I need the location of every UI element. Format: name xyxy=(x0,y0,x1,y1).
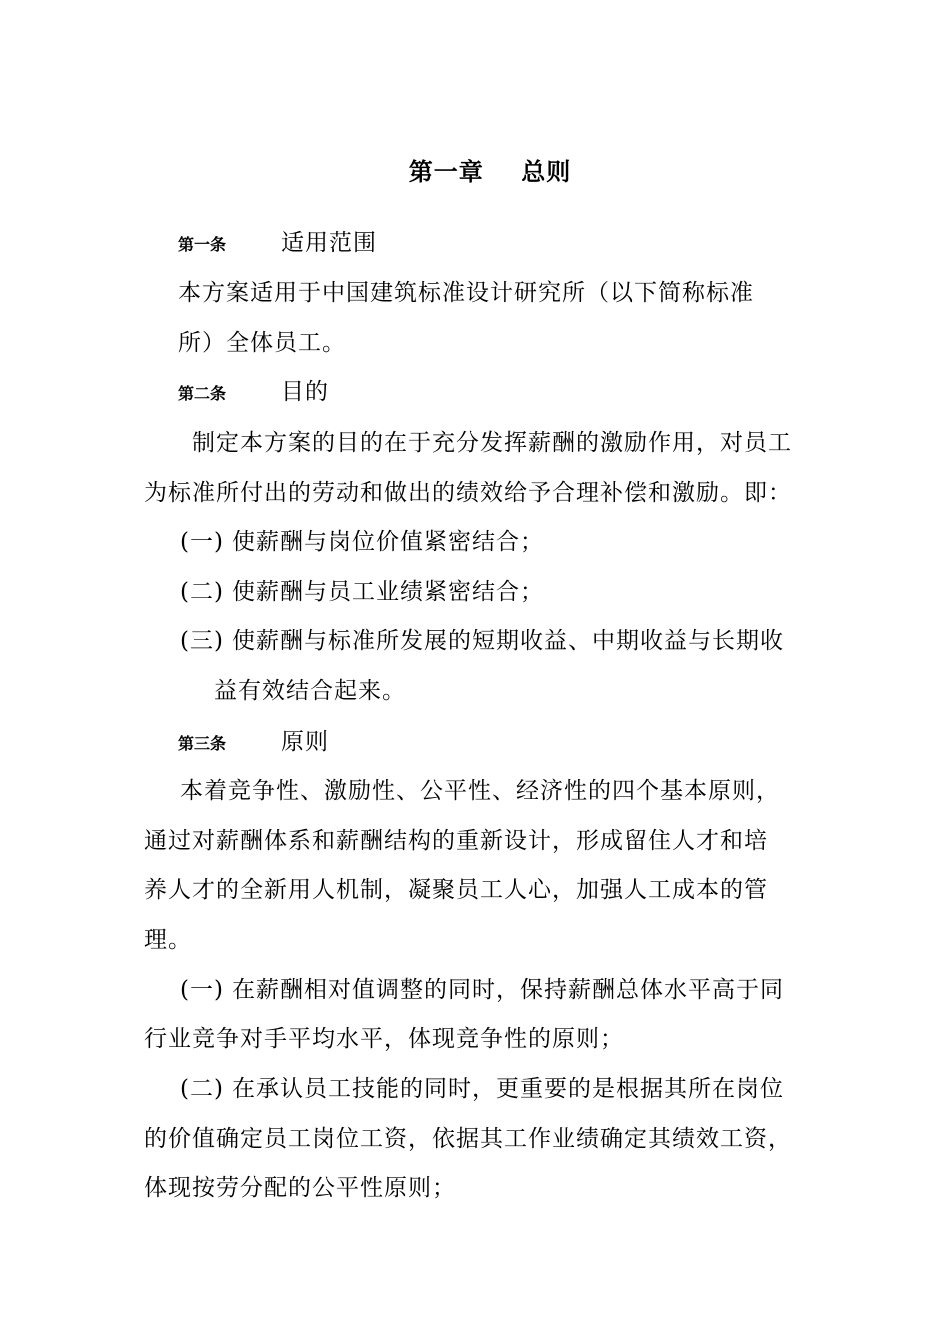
item-continuation: 的价值确定员工岗位工资，依据其工作业绩确定其绩效工资， xyxy=(144,1126,792,1152)
item-continuation: 体现按劳分配的公平性原则； xyxy=(144,1175,456,1201)
item-text: 使薪酬与标准所发展的短期收益、中期收益与长期收 xyxy=(232,628,784,654)
item-label: (一) xyxy=(180,977,224,1003)
list-item xyxy=(180,626,784,656)
item-label: (二) xyxy=(180,579,224,605)
article-2-header xyxy=(178,377,329,409)
item-label: (二) xyxy=(180,1076,224,1102)
item-label: (三) xyxy=(180,628,224,654)
list-item xyxy=(180,577,544,607)
article-heading: 原则 xyxy=(281,729,329,755)
list-item xyxy=(180,1074,784,1104)
item-label: (一) xyxy=(180,529,224,555)
article-label: 第二条 xyxy=(178,384,227,403)
chapter-title: 第一章 总则 xyxy=(408,157,572,186)
paragraph-line: 养人才的全新用人机制，凝聚员工人心，加强人工成本的管 xyxy=(144,877,768,903)
article-label: 第一条 xyxy=(178,235,227,254)
article-3-header xyxy=(178,727,329,759)
paragraph-line: 通过对薪酬体系和薪酬结构的重新设计，形成留住人才和培 xyxy=(144,828,768,854)
paragraph-line: 制定本方案的目的在于充分发挥薪酬的激励作用，对员工 xyxy=(192,430,792,456)
list-item xyxy=(180,527,544,557)
item-text: 使薪酬与岗位价值紧密结合； xyxy=(232,529,544,555)
article-label: 第三条 xyxy=(178,734,227,753)
list-item xyxy=(180,975,784,1005)
paragraph-line: 理。 xyxy=(144,927,192,953)
paragraph-line: 本方案适用于中国建筑标准设计研究所（以下简称标准 xyxy=(178,280,754,306)
article-heading: 目的 xyxy=(281,379,329,405)
article-1-header xyxy=(178,228,377,260)
paragraph-line: 为标准所付出的劳动和做出的绩效给予合理补偿和激励。即： xyxy=(144,480,792,506)
item-continuation: 益有效结合起来。 xyxy=(214,678,406,704)
article-heading: 适用范围 xyxy=(281,230,377,256)
item-text: 在薪酬相对值调整的同时，保持薪酬总体水平高于同 xyxy=(232,977,784,1003)
paragraph-line: 本着竞争性、激励性、公平性、经济性的四个基本原则， xyxy=(180,778,780,804)
item-text: 在承认员工技能的同时，更重要的是根据其所在岗位 xyxy=(232,1076,784,1102)
item-continuation: 行业竞争对手平均水平，体现竞争性的原则； xyxy=(144,1026,624,1052)
item-text: 使薪酬与员工业绩紧密结合； xyxy=(232,579,544,605)
paragraph-line: 所）全体员工。 xyxy=(178,330,346,356)
